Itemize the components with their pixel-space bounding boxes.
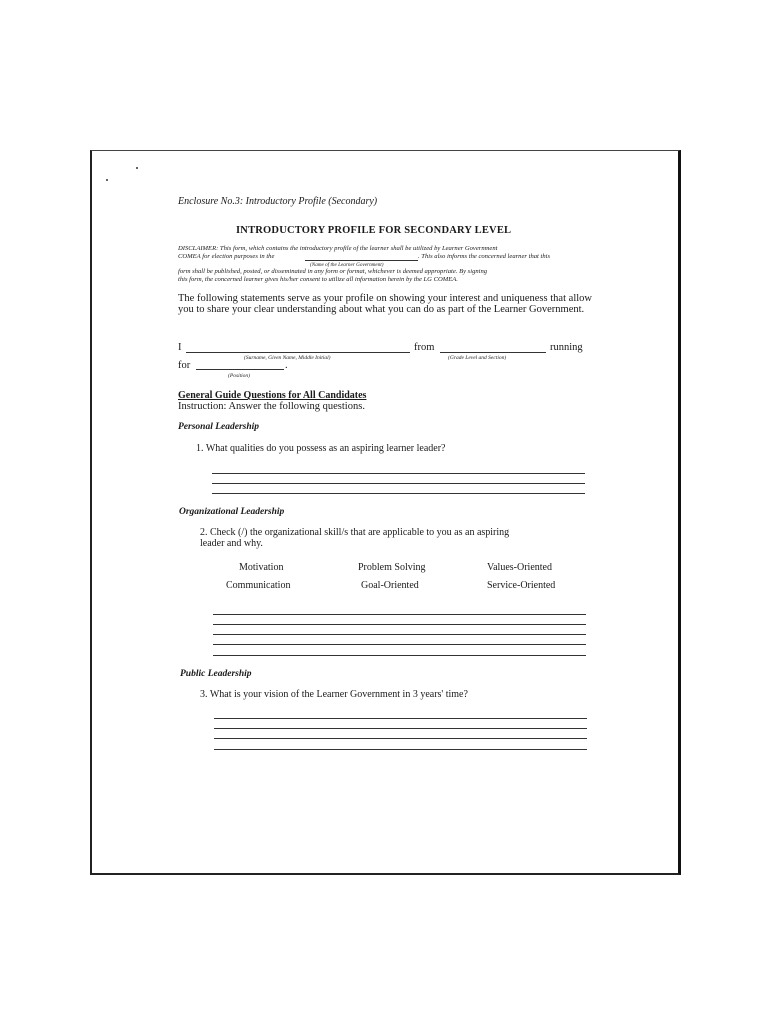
question-1: 1. What qualities do you possess as an aspiring learner leader? xyxy=(196,443,446,454)
enclosure-label: Enclosure No.3: Introductory Profile (Secondary) xyxy=(178,196,378,207)
skill-problem-solving[interactable]: Problem Solving xyxy=(358,562,426,573)
skill-motivation[interactable]: Motivation xyxy=(239,562,284,573)
disclaimer-line-4: this form, the concerned learner gives his/her consent to utilize all information herein by the LG COMEA. xyxy=(178,276,458,283)
page-title: INTRODUCTORY PROFILE FOR SECONDARY LEVEL xyxy=(236,225,512,236)
answer-line[interactable] xyxy=(213,624,586,625)
answer-line[interactable] xyxy=(214,728,587,729)
answer-line[interactable] xyxy=(212,493,585,494)
statement-running: running xyxy=(550,342,583,353)
answer-line[interactable] xyxy=(213,644,586,645)
answer-line[interactable] xyxy=(213,614,586,615)
answer-line[interactable] xyxy=(214,738,587,739)
skill-values-oriented[interactable]: Values-Oriented xyxy=(487,562,552,573)
grade-caption: (Grade Level and Section) xyxy=(448,355,507,361)
personal-leadership-heading: Personal Leadership xyxy=(178,422,260,432)
position-caption: (Position) xyxy=(228,373,250,379)
disclaimer-line-1: DISCLAIMER: This form, which contains the introductory profile of the learner shall be utilized by Learner Government xyxy=(178,245,498,252)
skill-service-oriented[interactable]: Service-Oriented xyxy=(487,580,556,591)
answer-line[interactable] xyxy=(214,749,587,750)
question-3: 3. What is your vision of the Learner Government in 3 years' time? xyxy=(200,689,468,700)
answer-line[interactable] xyxy=(213,634,586,635)
answer-line[interactable] xyxy=(213,655,586,656)
name-blank[interactable] xyxy=(186,352,410,353)
learner-government-caption: (Name of the Learner Government) xyxy=(310,262,384,268)
learner-government-blank[interactable] xyxy=(305,260,418,261)
instruction-text: Instruction: Answer the following questions. xyxy=(178,401,365,412)
guide-heading: General Guide Questions for All Candidates xyxy=(178,390,367,401)
intro-paragraph: The following statements serve as your profile on showing your interest and uniqueness that allow you to share your clear understanding about what you can do as part of the Learner Government. xyxy=(178,293,592,315)
question-2-line-2: leader and why. xyxy=(200,538,263,549)
disclaimer-line-3: form shall be published, posted, or disseminated in any form or format, whichever is deemed appropriate. By signing xyxy=(178,268,488,275)
public-leadership-heading: Public Leadership xyxy=(180,669,252,679)
skill-goal-oriented[interactable]: Goal-Oriented xyxy=(361,580,419,591)
position-blank[interactable] xyxy=(196,369,284,370)
organizational-leadership-heading: Organizational Leadership xyxy=(179,507,285,517)
answer-line[interactable] xyxy=(212,483,585,484)
statement-from: from xyxy=(414,342,435,353)
question-2-line-1: 2. Check (/) the organizational skill/s that are applicable to you as an aspiring xyxy=(200,527,510,538)
statement-for: for xyxy=(178,360,191,371)
disclaimer-line-2a: COMEA for election purposes in the xyxy=(178,253,275,260)
skill-communication[interactable]: Communication xyxy=(226,580,291,591)
scan-speck xyxy=(136,167,138,169)
statement-period: . xyxy=(285,360,288,371)
grade-section-blank[interactable] xyxy=(440,352,546,353)
name-caption: (Surname, Given Name, Middle Initial) xyxy=(244,355,331,361)
answer-line[interactable] xyxy=(214,718,587,719)
scan-speck xyxy=(106,179,108,181)
statement-i: I xyxy=(178,342,182,353)
disclaimer-line-2b: . This also informs the concerned learner that this xyxy=(418,253,551,260)
answer-line[interactable] xyxy=(212,473,585,474)
